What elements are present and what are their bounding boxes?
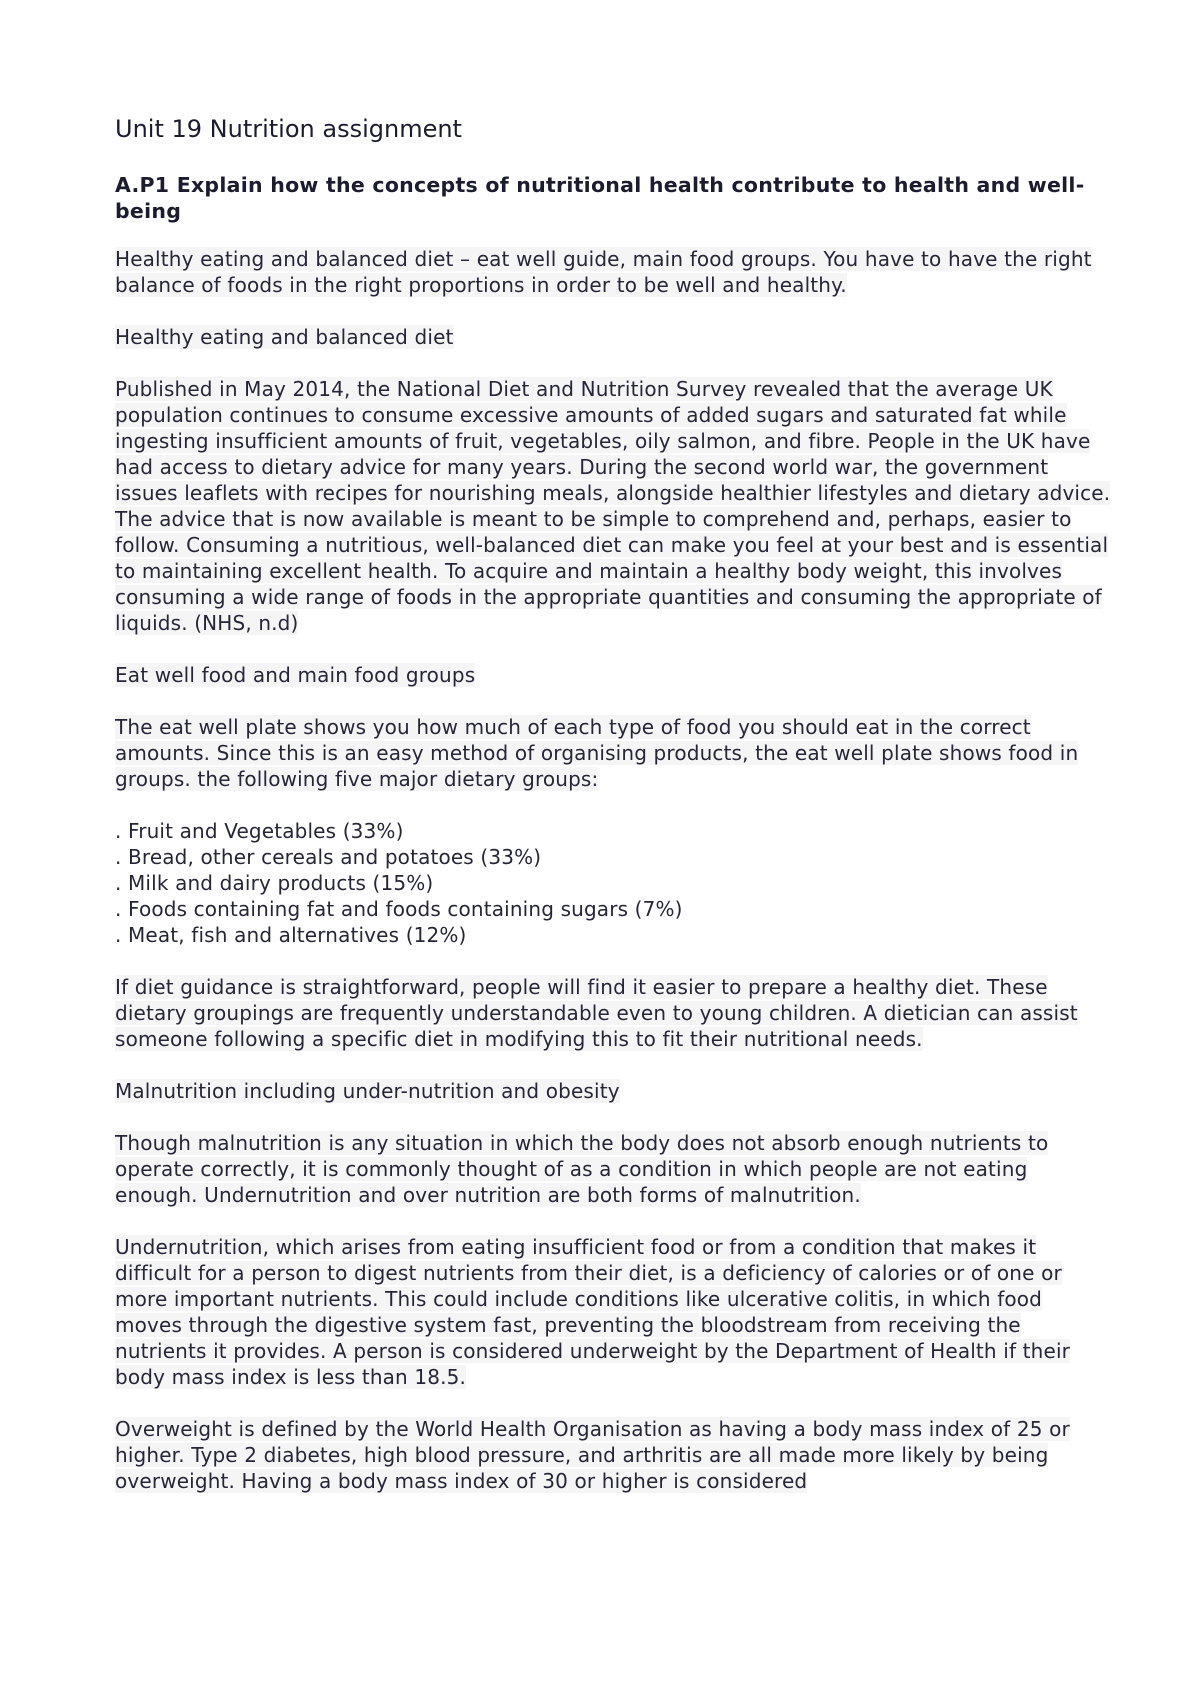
paragraph-overweight: Overweight is defined by the World Health Organisation as having a body mass index of 25 or higher. Type 2 diabetes, high blood pressure, and arthritis are all made more likely by being overweight. Having a body mass index of 30 or higher is considered <box>115 1417 1070 1493</box>
paragraph-eat-well: The eat well plate shows you how much of each type of food you should eat in the correct amounts. Since this is an easy method of organising products, the eat well plate shows food in groups. the following five major dietary groups: <box>115 715 1079 791</box>
document-title: Unit 19 Nutrition assignment <box>115 115 462 143</box>
list-item: . Fruit and Vegetables (33%) <box>115 819 404 843</box>
list-item: . Meat, fish and alternatives (12%) <box>115 923 467 947</box>
food-groups-list <box>115 818 1115 948</box>
heading-healthy-eating: Healthy eating and balanced diet <box>115 325 454 349</box>
section-heading-ap1: A.P1 Explain how the concepts of nutritional health contribute to health and well-being <box>115 173 1085 223</box>
paragraph-undernutrition: Undernutrition, which arises from eating insufficient food or from a condition that makes it difficult for a person to digest nutrients from their diet, is a deficiency of calories or of one or more important nutrients. This could include conditions like ulcerative colitis, in which food moves through the digestive system fast, preventing the bloodstream from receiving the nutrients it provides. A person is considered underweight by the Department of Health if their body mass index is less than 18.5. <box>115 1235 1071 1389</box>
paragraph-guidance: If diet guidance is straightforward, people will find it easier to prepare a healthy diet. These dietary groupings are frequently understandable even to young children. A dietician can assist someone following a specific diet in modifying this to fit their nutritional needs. <box>115 975 1078 1051</box>
list-item: . Foods containing fat and foods containing sugars (7%) <box>115 897 683 921</box>
list-item: . Bread, other cereals and potatoes (33%) <box>115 845 542 869</box>
heading-eat-well: Eat well food and main food groups <box>115 663 476 687</box>
heading-malnutrition: Malnutrition including under-nutrition and obesity <box>115 1079 620 1103</box>
document-page <box>115 112 1115 1520</box>
paragraph-published: Published in May 2014, the National Diet and Nutrition Survey revealed that the average UK population continues to consume excessive amounts of added sugars and saturated fat while ingesting insufficient amounts of fruit, vegetables, oily salmon, and fibre. People in the UK have had access to dietary advice for many years. During the second world war, the government issues leaflets with recipes for nourishing meals, alongside healthier lifestyles and dietary advice. The advice that is now available is meant to be simple to comprehend and, perhaps, easier to follow. Consuming a nutritious, well-balanced diet can make you feel at your best and is essential to maintaining excellent health. To acquire and maintain a healthy body weight, this involves consuming a wide range of foods in the appropriate quantities and consuming the appropriate of liquids. (NHS, n.d) <box>115 377 1111 635</box>
paragraph-malnutrition: Though malnutrition is any situation in which the body does not absorb enough nutrients to operate correctly, it is commonly thought of as a condition in which people are not eating enough. Undernutrition and over nutrition are both forms of malnutrition. <box>115 1131 1049 1207</box>
intro-paragraph: Healthy eating and balanced diet – eat well guide, main food groups. You have to have the right balance of foods in the right proportions in order to be well and healthy. <box>115 247 1092 297</box>
list-item: . Milk and dairy products (15%) <box>115 871 434 895</box>
